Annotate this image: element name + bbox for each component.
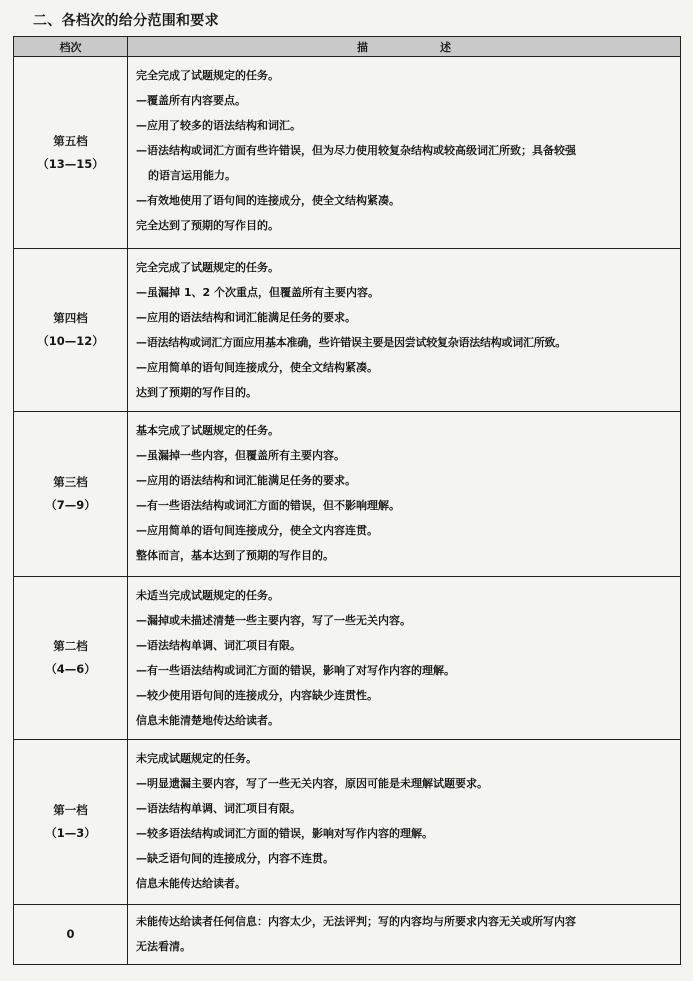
description-line: —较少使用语句间的连接成分，内容缺少连贯性。 — [136, 689, 378, 702]
description-line: —缺乏语句间的连接成分，内容不连贯。 — [136, 852, 334, 865]
description-line: 完全完成了试题规定的任务。 — [136, 261, 279, 274]
grade-cell — [14, 249, 128, 412]
description-line: —虽漏掉一些内容，但覆盖所有主要内容。 — [136, 449, 345, 462]
table-row — [14, 249, 681, 412]
description-line: 未能传达给读者任何信息：内容太少，无法评判；写的内容均与所要求内容无关或所写内容 — [136, 915, 576, 928]
description-cell — [128, 249, 681, 412]
description-line: 基本完成了试题规定的任务。 — [136, 424, 279, 437]
grade-range: （4—6） — [45, 662, 96, 676]
description-line: —虽漏掉 1、2 个次重点，但覆盖所有主要内容。 — [136, 286, 379, 299]
description-line: —语法结构或词汇方面有些许错误，但为尽力使用较复杂结构或较高级词汇所致；具备较强 — [136, 144, 576, 157]
grade-cell — [14, 412, 128, 577]
grade-cell — [14, 577, 128, 740]
description-line: 整体而言，基本达到了预期的写作目的。 — [136, 549, 334, 562]
table-row — [14, 57, 681, 249]
description-line: —有一些语法结构或词汇方面的错误，但不影响理解。 — [136, 499, 400, 512]
description-line: —应用简单的语句间连接成分，使全文内容连贯。 — [136, 524, 378, 537]
description-cell — [128, 577, 681, 740]
description-line: —应用简单的语句间连接成分，使全文结构紧凑。 — [136, 361, 378, 374]
description-line: 未完成试题规定的任务。 — [136, 752, 257, 765]
grade-cell — [14, 740, 128, 905]
description-line: 信息未能清楚地传达给读者。 — [136, 714, 279, 727]
description-line: 未适当完成试题规定的任务。 — [136, 589, 279, 602]
header-description — [128, 37, 681, 57]
description-cell — [128, 412, 681, 577]
description-line: —覆盖所有内容要点。 — [136, 94, 246, 107]
section-heading: 二、各档次的给分范围和要求 — [33, 13, 219, 29]
table-row — [14, 905, 681, 965]
grade-label: 第三档 — [53, 475, 88, 489]
description-line: —有一些语法结构或词汇方面的错误，影响了对写作内容的理解。 — [136, 664, 455, 677]
description-line: —应用了较多的语法结构和词汇。 — [136, 119, 301, 132]
header-description-char-2: 述 — [440, 40, 451, 54]
description-line: —应用的语法结构和词汇能满足任务的要求。 — [136, 311, 356, 324]
grade-range: （7—9） — [45, 498, 96, 512]
description-cell — [128, 905, 681, 965]
table-row — [14, 577, 681, 740]
description-cell — [128, 740, 681, 905]
grade-label: 0 — [66, 927, 75, 941]
description-line: 完全完成了试题规定的任务。 — [136, 69, 279, 82]
grade-cell — [14, 57, 128, 249]
description-line: —应用的语法结构和词汇能满足任务的要求。 — [136, 474, 356, 487]
grade-range: （10—12） — [37, 334, 104, 348]
grade-label: 第五档 — [53, 133, 88, 148]
description-line: —语法结构单调、词汇项目有限。 — [136, 802, 301, 815]
description-line: 达到了预期的写作目的。 — [136, 386, 257, 399]
table-header-row — [14, 37, 681, 57]
description-line: —较多语法结构或词汇方面的错误，影响对写作内容的理解。 — [136, 827, 433, 840]
scoring-table — [13, 36, 681, 965]
grade-label: 第四档 — [53, 311, 88, 325]
grade-range: （13—15） — [37, 156, 104, 171]
description-line: —语法结构或词汇方面应用基本准确，些许错误主要是因尝试较复杂语法结构或词汇所致。 — [136, 336, 566, 349]
description-line: —明显遗漏主要内容，写了一些无关内容，原因可能是未理解试题要求。 — [136, 777, 488, 790]
table-row — [14, 740, 681, 905]
description-line: 信息未能传达给读者。 — [136, 877, 246, 890]
header-grade: 档次 — [14, 37, 128, 57]
description-line: 无法看清。 — [136, 940, 191, 953]
grade-range: （1—3） — [45, 826, 96, 840]
grade-label: 第一档 — [53, 803, 88, 817]
description-line-continued: 的语言运用能力。 — [148, 169, 236, 182]
grade-cell — [14, 905, 128, 965]
grade-label: 第二档 — [53, 639, 88, 653]
description-line: 完全达到了预期的写作目的。 — [136, 219, 279, 232]
description-line: —有效地使用了语句间的连接成分，使全文结构紧凑。 — [136, 194, 400, 207]
description-line: —语法结构单调、词汇项目有限。 — [136, 639, 301, 652]
description-cell — [128, 57, 681, 249]
table-row — [14, 412, 681, 577]
description-line: —漏掉或未描述清楚一些主要内容，写了一些无关内容。 — [136, 614, 411, 627]
header-description-char-1: 描 — [357, 40, 368, 54]
